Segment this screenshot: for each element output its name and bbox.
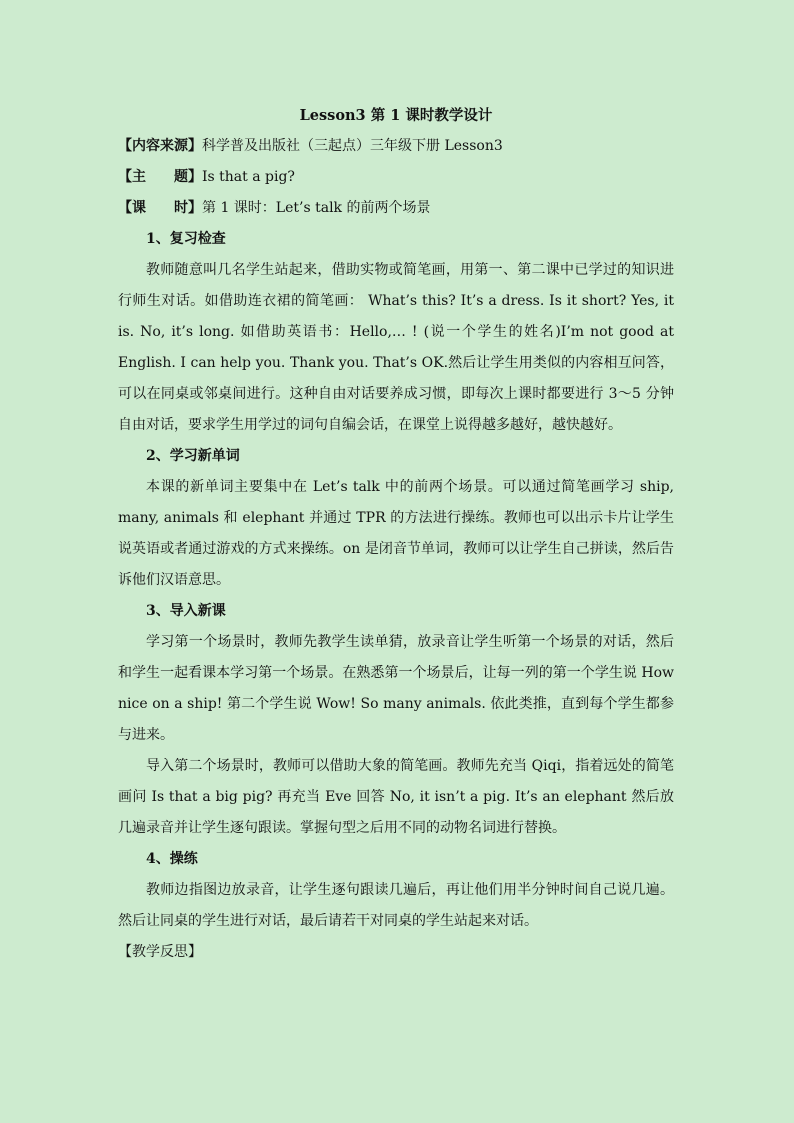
lesson-plan-document [118, 100, 674, 968]
reflection-heading: 【教学反思】 [118, 944, 202, 960]
meta-key: 【课 时】 [118, 200, 202, 216]
meta-key: 【主 题】 [118, 169, 202, 185]
meta-topic [118, 162, 674, 193]
section-paragraph: 导入第二个场景时，教师可以借助大象的简笔画。教师先充当 Qiqi，指着远处的简笔画问 Is that a big pig? 再充当 Eve 回答 No, it isn’t a pig. It’s an elephant 然后放几遍录音并让学生逐句跟读。掌握句型之后用不同的动物名词进行替换。 [118, 758, 674, 836]
meta-period [118, 193, 674, 224]
section-paragraph: 教师随意叫几名学生站起来，借助实物或简笔画，用第一、第二课中已学过的知识进行师生对话。如借助连衣裙的简笔画： What’s this? It’s a dress. Is it short? Yes, it is. No, it’s long. 如借助英语书：Hello,… ! (说一个学生的姓名)I’m not good at English. I can help you. Thank you. That’s OK.然后让学生用类似的内容相互问答，可以在同桌或邻桌间进行。这种自由对话要养成习惯，即每次上课时都要进行 3～5 分钟自由对话，要求学生用学过的词句自编会话，在课堂上说得越多越好，越快越好。 [118, 262, 674, 433]
section-paragraph: 本课的新单词主要集中在 Let’s talk 中的前两个场景。可以通过简笔画学习 ship, many, animals 和 elephant 并通过 TPR 的方法进行操练。教师也可以出示卡片让学生说英语或者通过游戏的方式来操练。on 是闭音节单词，教师可以让学生自己拼读，然后告诉他们汉语意思。 [118, 479, 674, 588]
section-paragraph: 教师边指图边放录音，让学生逐句跟读几遍后，再让他们用半分钟时间自己说几遍。然后让同桌的学生进行对话，最后请若干对同桌的学生站起来对话。 [118, 882, 674, 929]
meta-source [118, 131, 674, 162]
meta-key: 【内容来源】 [118, 138, 202, 154]
meta-value: 第 1 课时：Let’s talk 的前两个场景 [202, 200, 431, 216]
section-heading-new-words: 2、学习新单词 [146, 448, 240, 464]
meta-value: 科学普及出版社（三起点）三年级下册 Lesson3 [202, 138, 503, 154]
meta-value: Is that a pig? [202, 169, 295, 185]
page-title: Lesson3 第 1 课时教学设计 [299, 107, 493, 124]
section-paragraph: 学习第一个场景时，教师先教学生读单猜，放录音让学生听第一个场景的对话，然后和学生一起看课本学习第一个场景。在熟悉第一个场景后，让每一列的第一个学生说 How nice on a ship! 第二个学生说 Wow! So many animals. 依此类推，直到每个学生都参与进来。 [118, 634, 674, 743]
section-heading-introduction: 3、导入新课 [146, 603, 226, 619]
section-heading-review: 1、复习检查 [146, 231, 226, 247]
section-heading-practice: 4、操练 [146, 851, 198, 867]
